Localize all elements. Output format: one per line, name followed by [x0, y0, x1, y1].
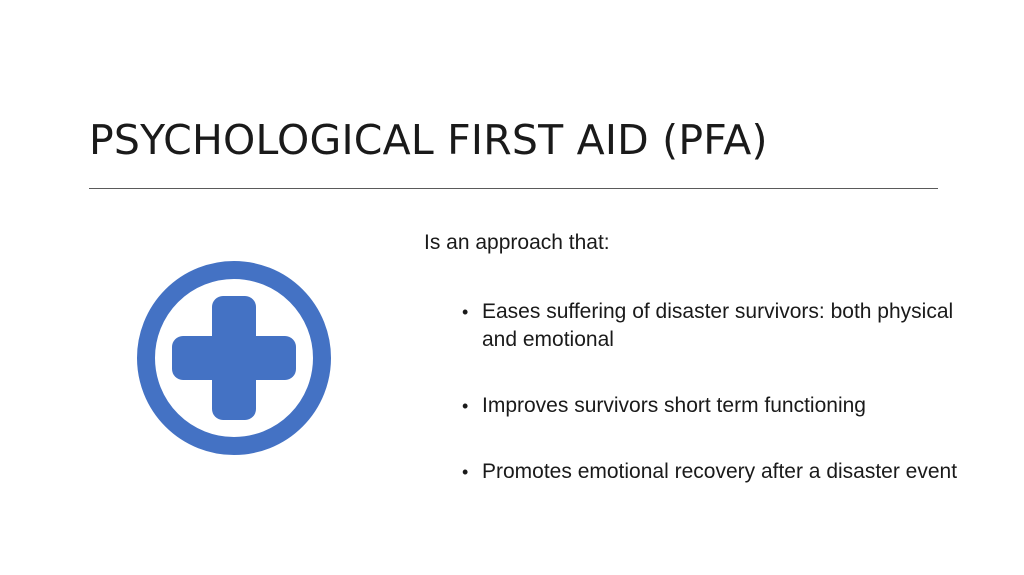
bullet-dot: •	[462, 302, 469, 322]
bullet-dot: •	[462, 396, 469, 416]
intro-text: Is an approach that:	[424, 231, 610, 254]
bullet-item	[462, 458, 962, 486]
bullet-list	[462, 298, 962, 524]
bullet-text: Improves survivors short term functioning	[482, 394, 866, 417]
slide-title: PSYCHOLOGICAL FIRST AID (PFA)	[89, 116, 768, 164]
bullet-item	[462, 392, 962, 420]
medical-cross-icon	[136, 260, 332, 456]
icon-cross-horizontal	[172, 336, 296, 380]
bullet-text: Promotes emotional recovery after a disaster event	[482, 460, 958, 483]
bullet-item	[462, 298, 962, 354]
title-divider	[89, 188, 938, 189]
bullet-dot: •	[462, 462, 469, 482]
bullet-text: Eases suffering of disaster survivors: both physical and emotional	[482, 300, 954, 351]
